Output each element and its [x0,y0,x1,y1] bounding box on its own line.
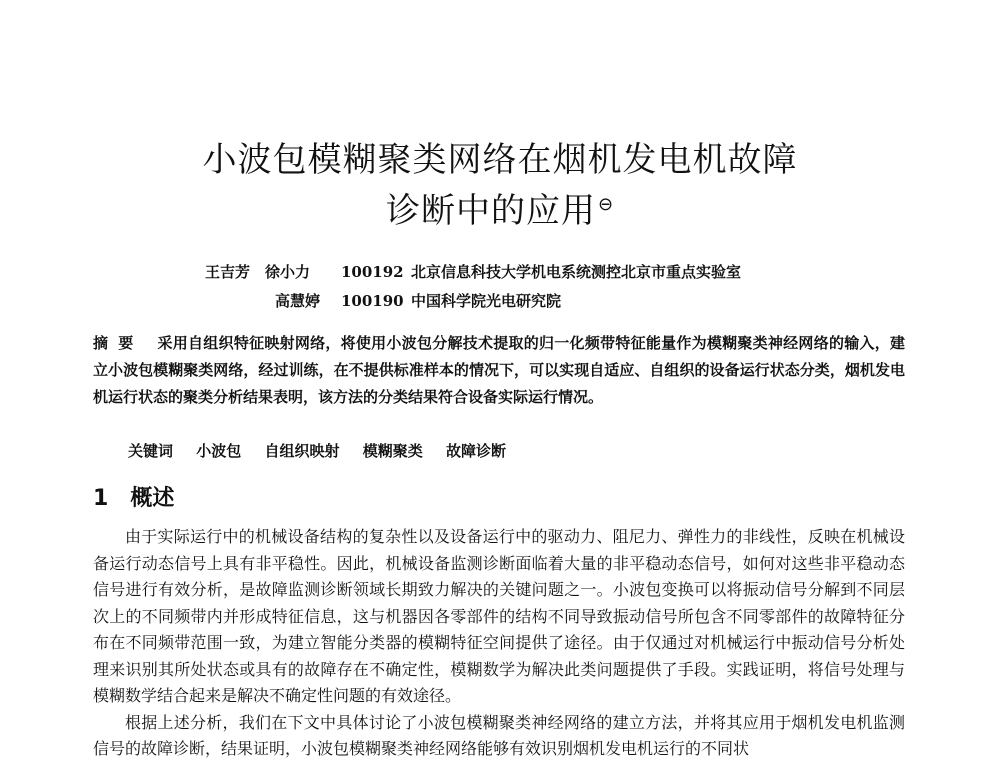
body-paragraph: 由于实际运行中的机械设备结构的复杂性以及设备运行中的驱动力、阻尼力、弹性力的非线性，反映在机械设备运行动态信号上具有非平稳性。因此，机械设备监测诊断面临着大量的非平稳动态信号，如何对这些非平稳动态信号进行有效分析，是故障监测诊断领域长期致力解决的关键问题之一。小波包变换可以将振动信号分解到不同层次上的不同频带内并形成特征信息，这与机器因各零部件的结构不同导致振动信号所包含不同零部件的故障特征分布在不同频带范围一致，为建立智能分类器的模糊特征空间提供了途径。由于仅通过对机械运行中振动信号分析处理来识别其所处状态或具有的故障存在不确定性，模糊数学为解决此类问题提供了手段。实践证明，将信号处理与模糊数学结合起来是解决不确定性问题的有效途径。 [93,527,905,705]
author-block [0,258,1000,316]
author-affiliation: 北京信息科技大学机电系统测控北京市重点实验室 [411,263,742,281]
title-footnote-mark: ⊖ [597,193,615,215]
paper-title-line-1: 小波包模糊聚类网络在烟机发电机故障 [202,140,798,180]
author-affiliation: 中国科学院光电研究院 [411,292,562,310]
keywords [128,440,524,461]
author-row [0,287,1000,316]
keyword-item: 小波包 [196,442,242,460]
section-heading [93,481,174,512]
paper-title-line-2-text: 诊断中的应用 [385,191,596,231]
author-names: 王吉芳 徐小力 [205,263,311,281]
body-text [93,524,905,763]
section-number: 1 [93,486,109,511]
paper-title-line-2 [0,183,1000,232]
author-names: 高慧婷 [275,292,321,310]
abstract [93,330,905,411]
section-title: 概述 [130,486,175,511]
keyword-item: 故障诊断 [446,442,507,460]
abstract-label: 摘要 [93,334,144,352]
abstract-text: 采用自组织特征映射网络，将使用小波包分解技术提取的归一化频带特征能量作为模糊聚类神经网络的输入，建立小波包模糊聚类网络，经过训练，在不提供标准样本的情况下，可以实现自适应、自组织的设备运行状态分类，烟机发电机运行状态的聚类分析结果表明，该方法的分类结果符合设备实际运行情况。 [93,334,905,406]
keyword-item: 模糊聚类 [362,442,423,460]
author-postcode: 100192 [341,263,404,281]
body-paragraph: 根据上述分析，我们在下文中具体讨论了小波包模糊聚类神经网络的建立方法，并将其应用于烟机发电机监测信号的故障诊断，结果证明，小波包模糊聚类神经网络能够有效识别烟机发电机运行的不同状 [93,712,905,758]
author-postcode: 100190 [341,292,404,310]
keywords-label: 关键词 [128,442,174,460]
keyword-item: 自组织映射 [264,442,340,460]
author-row [0,258,1000,287]
